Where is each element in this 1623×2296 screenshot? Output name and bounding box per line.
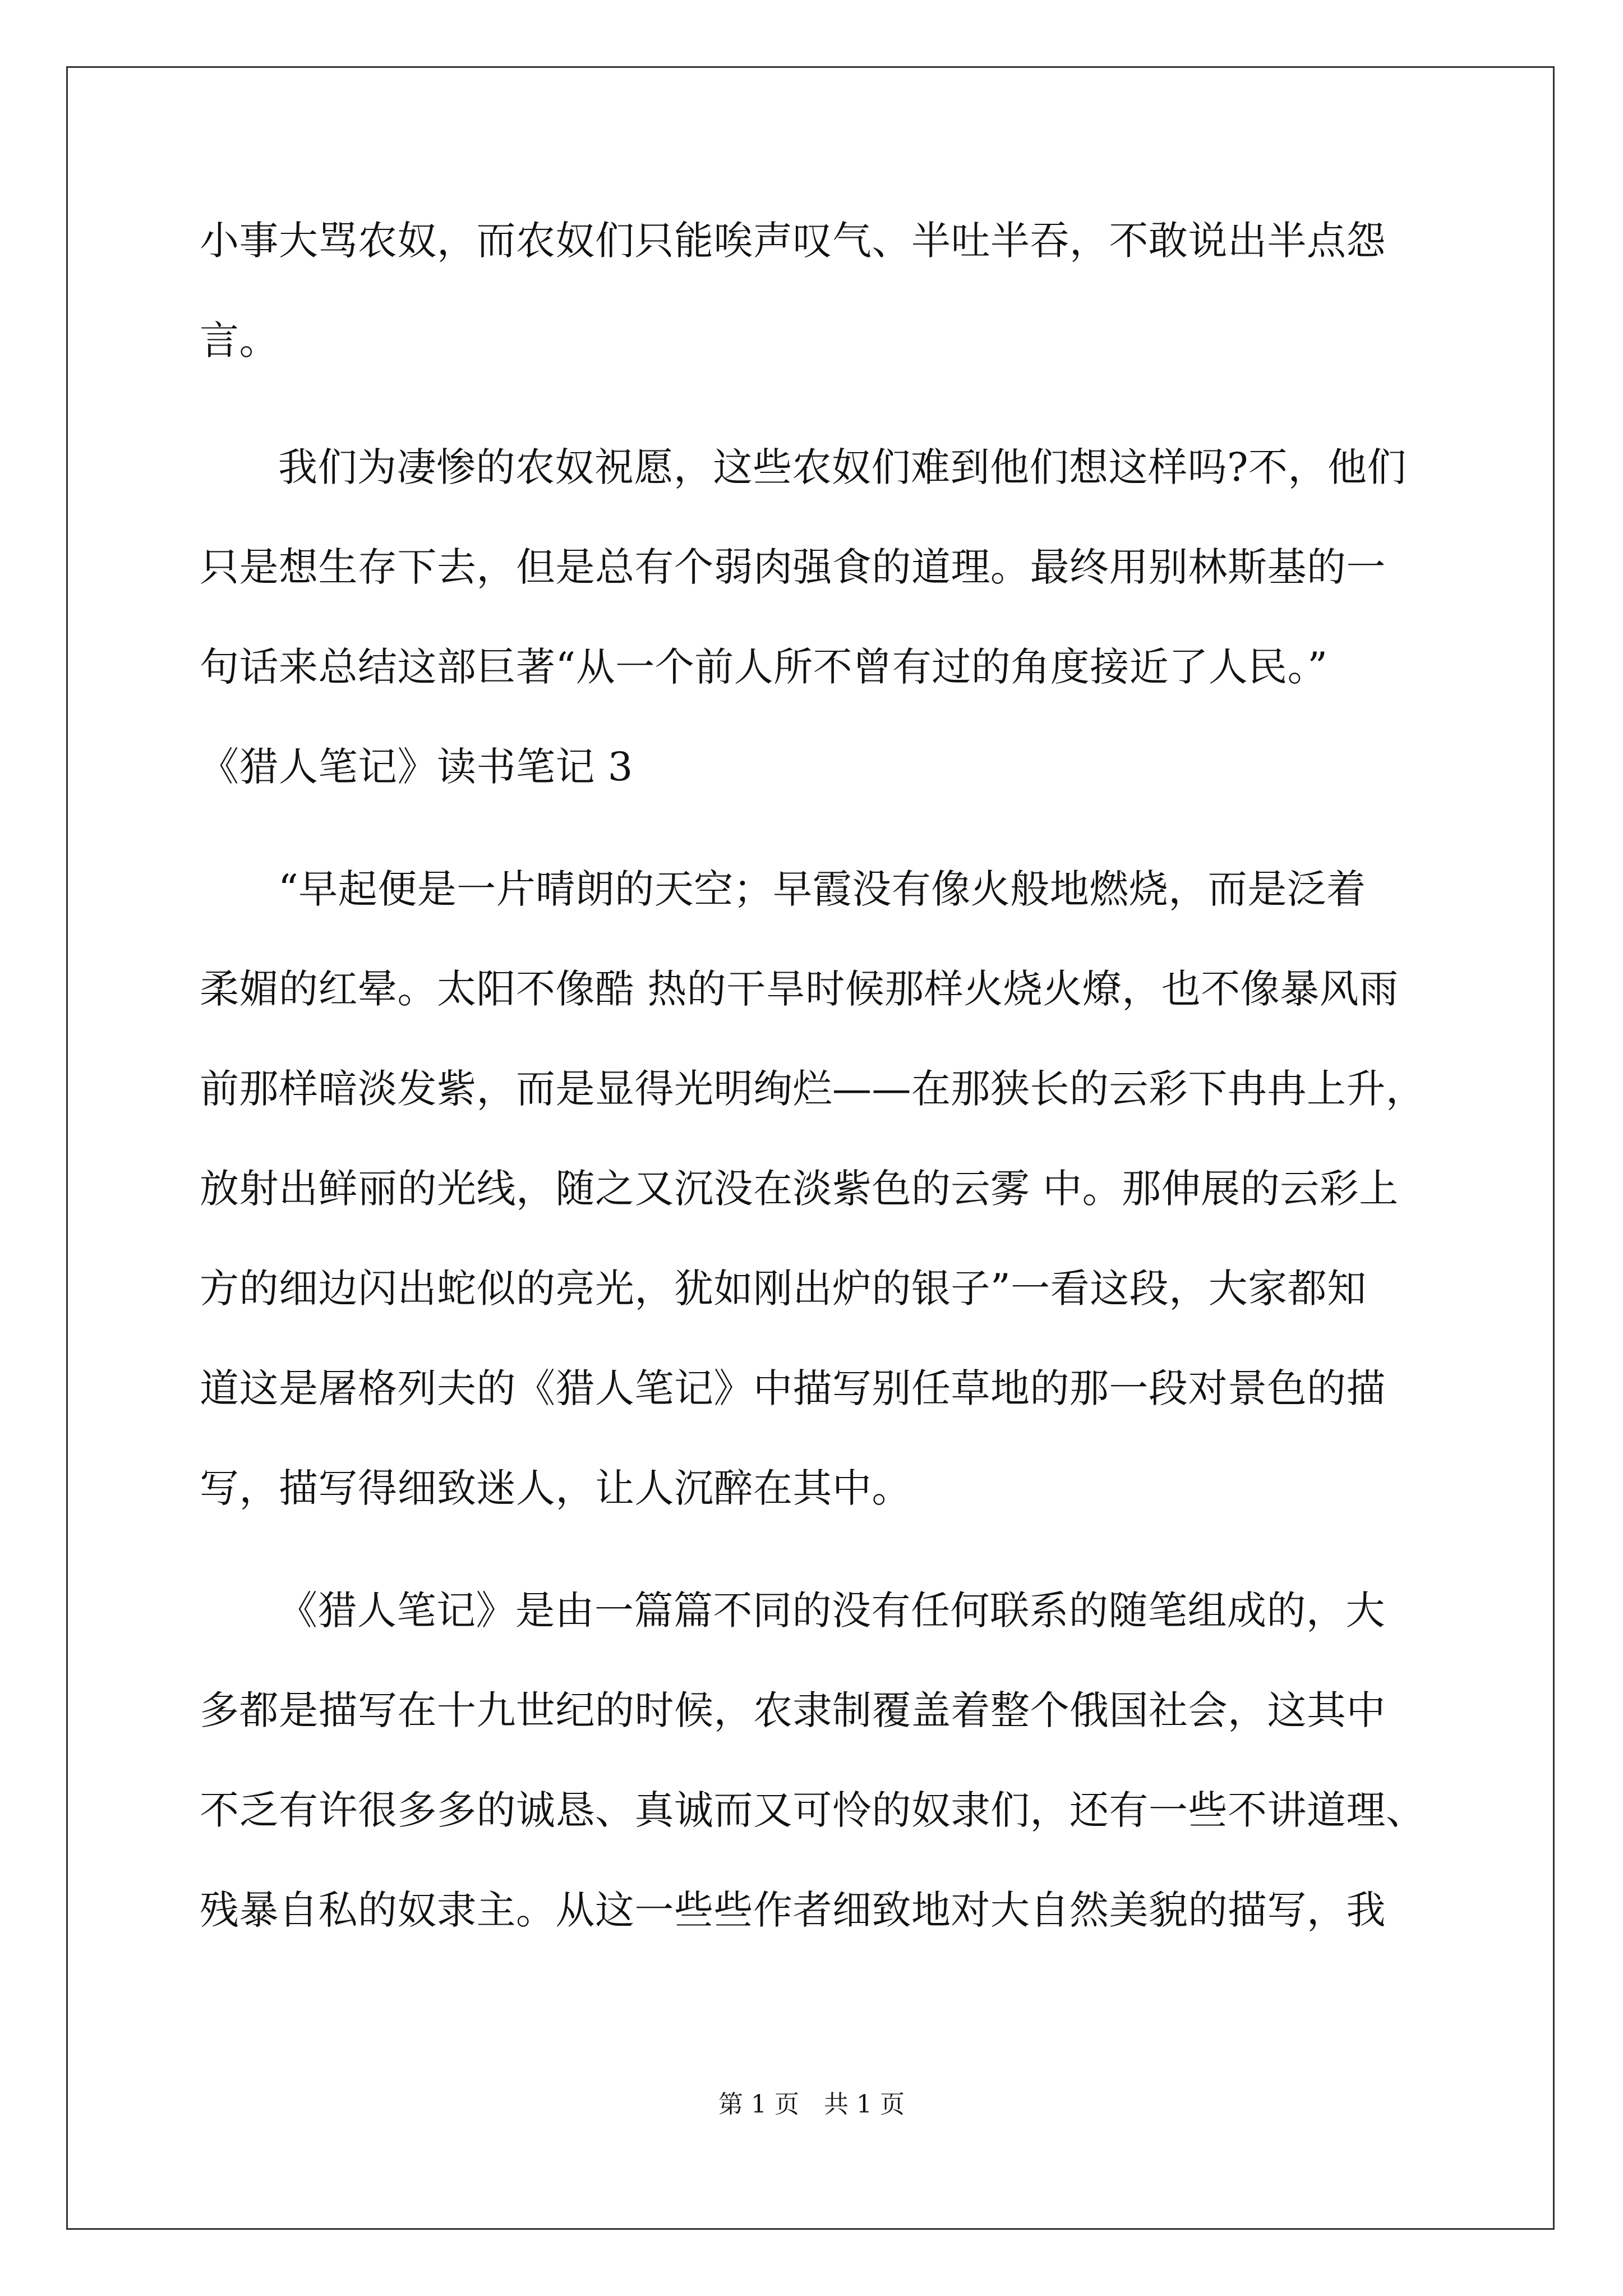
text-line: 写，描写得细致迷人，让人沉醉在其中。 [200, 1465, 911, 1511]
paragraph-start-line: 《猎人笔记》是由一篇篇不同的没有任何联系的随笔组成的，大 [278, 1588, 1385, 1634]
paragraph-start-line: 我们为凄惨的农奴祝愿，这些农奴们难到他们想这样吗?不，他们 [278, 444, 1407, 490]
text-line: 前那样暗淡发紫，而是显得光明绚烂——在那狭长的云彩下冉冉上升， [200, 1066, 1426, 1112]
page-number-footer: 第 1 页 共 1 页 [718, 2090, 905, 2119]
text-line: 句话来总结这部巨著“从一个前人所不曾有过的角度接近了人民。” [200, 644, 1328, 690]
text-line: 道这是屠格列夫的《猎人笔记》中描写别任草地的那一段对景色的描 [200, 1365, 1386, 1411]
text-line: 言。 [200, 318, 279, 364]
text-line: 方的细边闪出蛇似的亮光，犹如刚出炉的银子”一看这段，大家都知 [200, 1266, 1367, 1312]
text-line: 放射出鲜丽的光线，随之又沉没在淡紫色的云雾 中。那伸展的云彩上 [200, 1166, 1399, 1212]
section-heading: 《猎人笔记》读书笔记 3 [200, 744, 633, 790]
text-line: 多都是描写在十九世纪的时候，农隶制覆盖着整个俄国社会，这其中 [200, 1687, 1386, 1733]
text-line: 不乏有许很多多的诚恳、真诚而又可怜的奴隶们，还有一些不讲道理、 [200, 1787, 1426, 1833]
text-line: 柔媚的红晕。太阳不像酷 热的干旱时候那样火烧火燎，也不像暴风雨 [200, 966, 1399, 1012]
paragraph-start-line: “早起便是一片晴朗的天空；早霞没有像火般地燃烧，而是泛着 [278, 866, 1366, 912]
text-line: 残暴自私的奴隶主。从这一些些作者细致地对大自然美貌的描写，我 [200, 1887, 1386, 1933]
text-line: 只是想生存下去，但是总有个弱肉强食的道理。最终用别林斯基的一 [200, 544, 1386, 590]
text-line: 小事大骂农奴，而农奴们只能唉声叹气、半吐半吞，不敢说出半点怨 [200, 218, 1386, 264]
